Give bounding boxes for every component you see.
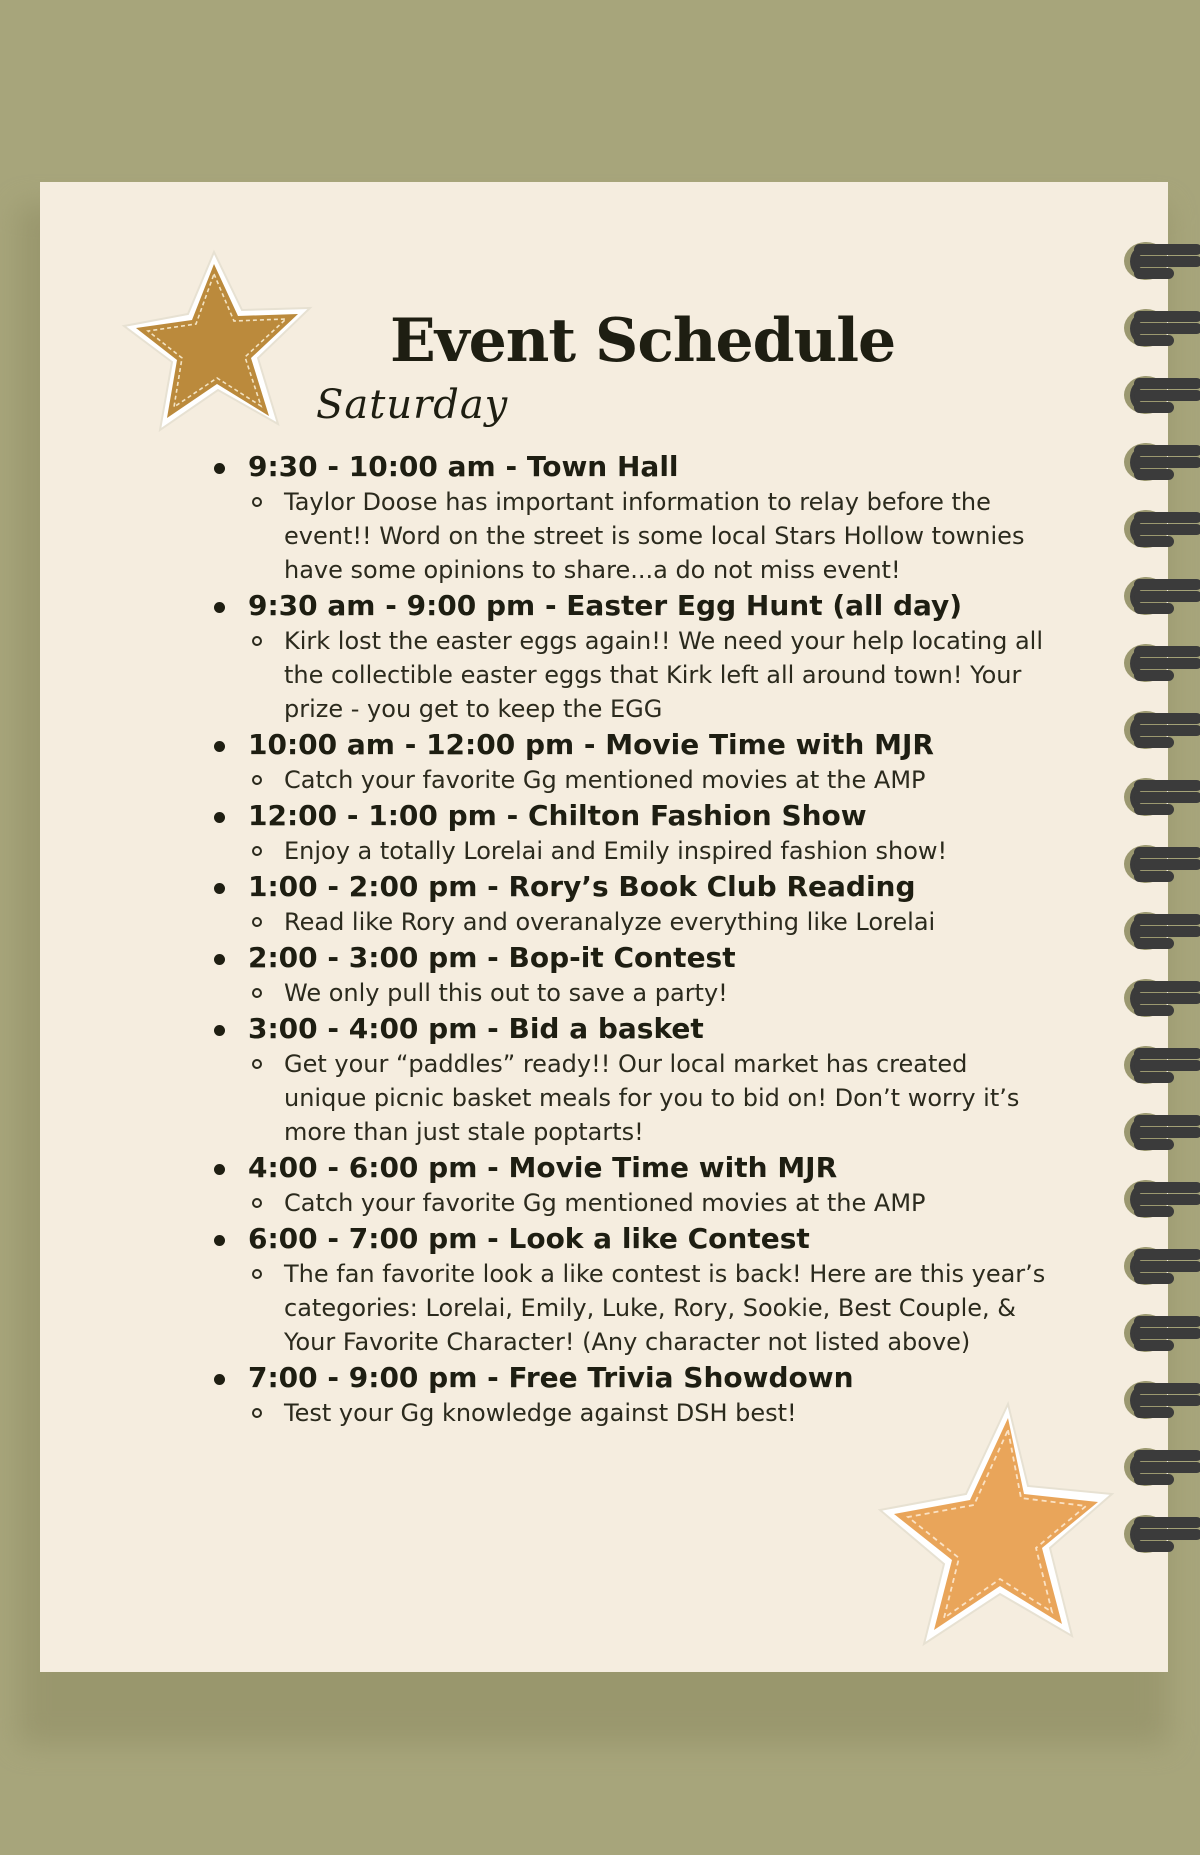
event-item: [210, 587, 1050, 726]
coil-wire: [1134, 536, 1174, 547]
event-title: 12:00 - 1:00 pm - Chilton Fashion Show: [248, 799, 867, 832]
coil-wire: [1134, 268, 1174, 279]
coil-wire: [1134, 378, 1200, 389]
coil-wire: [1134, 871, 1174, 882]
coil-wire: [1134, 244, 1200, 255]
coil-wire: [1134, 914, 1200, 925]
spiral-coil: [1124, 573, 1200, 619]
coil-wire: [1134, 1072, 1174, 1083]
event-title: 9:30 - 10:00 am - Town Hall: [248, 450, 679, 483]
coil-wire: [1134, 457, 1200, 468]
spiral-coil: [1124, 975, 1200, 1021]
coil-wire: [1134, 311, 1200, 322]
star-sticker-bottom-body: [894, 1418, 1098, 1630]
event-item: [210, 448, 1050, 587]
coil-wire: [1134, 402, 1174, 413]
coil-wire: [1134, 1261, 1200, 1272]
coil-wire: [1134, 1383, 1200, 1394]
event-description: Kirk lost the easter eggs again!! We need your help locating all the collectible easter eggs that Kirk left all around town! Your prize - you get to keep the EGG: [248, 624, 1050, 726]
coil-wire: [1134, 1182, 1200, 1193]
event-description: Taylor Doose has important information to relay before the event!! Word on the street is some local Stars Hollow townies have some opinions to share...a do not miss event!: [248, 485, 1050, 587]
coil-wire: [1134, 713, 1200, 724]
coil-wire: [1134, 1474, 1174, 1485]
coil-wire: [1134, 256, 1200, 267]
coil-wire: [1134, 1005, 1174, 1016]
coil-wire: [1134, 1249, 1200, 1260]
event-item: [210, 797, 1050, 868]
star-sticker-bottom: [872, 1398, 1120, 1656]
spiral-coil: [1124, 238, 1200, 284]
coil-wire: [1134, 993, 1200, 1004]
event-description: Enjoy a totally Lorelai and Emily inspired fashion show!: [248, 834, 1050, 868]
event-title: 3:00 - 4:00 pm - Bid a basket: [248, 1012, 704, 1045]
coil-wire: [1134, 792, 1200, 803]
spiral-coil: [1124, 1377, 1200, 1423]
event-title: 1:00 - 2:00 pm - Rory’s Book Club Reading: [248, 870, 916, 903]
coil-wire: [1134, 981, 1200, 992]
event-item: [210, 868, 1050, 939]
coil-wire: [1134, 1115, 1200, 1126]
spiral-coil: [1124, 1444, 1200, 1490]
event-item: [210, 1220, 1050, 1359]
spiral-coil: [1124, 707, 1200, 753]
event-description: Read like Rory and overanalyze everything like Lorelai: [248, 905, 1050, 939]
coil-wire: [1134, 1328, 1200, 1339]
coil-wire: [1134, 737, 1174, 748]
coil-wire: [1134, 445, 1200, 456]
coil-wire: [1134, 603, 1174, 614]
spiral-coil: [1124, 372, 1200, 418]
spiral-coil: [1124, 640, 1200, 686]
event-description: We only pull this out to save a party!: [248, 976, 1050, 1010]
spiral-coil: [1124, 1176, 1200, 1222]
spiral-binding: [1124, 238, 1200, 1638]
event-title: 9:30 am - 9:00 pm - Easter Egg Hunt (all day): [248, 589, 963, 622]
coil-wire: [1134, 646, 1200, 657]
spiral-coil: [1124, 305, 1200, 351]
event-item: [210, 939, 1050, 1010]
spiral-coil: [1124, 841, 1200, 887]
event-description: Catch your favorite Gg mentioned movies at the AMP: [248, 763, 1050, 797]
coil-wire: [1134, 390, 1200, 401]
star-sticker-top: [118, 244, 318, 440]
coil-wire: [1134, 1340, 1174, 1351]
spiral-coil: [1124, 774, 1200, 820]
coil-wire: [1134, 1517, 1200, 1528]
event-title: 4:00 - 6:00 pm - Movie Time with MJR: [248, 1151, 838, 1184]
coil-wire: [1134, 1450, 1200, 1461]
coil-wire: [1134, 670, 1174, 681]
coil-wire: [1134, 1407, 1174, 1418]
page-title: Event Schedule: [390, 306, 896, 376]
coil-wire: [1134, 938, 1174, 949]
coil-wire: [1134, 1127, 1200, 1138]
coil-wire: [1134, 1462, 1200, 1473]
spiral-coil: [1124, 439, 1200, 485]
coil-wire: [1134, 1395, 1200, 1406]
coil-wire: [1134, 725, 1200, 736]
coil-wire: [1134, 469, 1174, 480]
event-title: 2:00 - 3:00 pm - Bop-it Contest: [248, 941, 736, 974]
spiral-coil: [1124, 1109, 1200, 1155]
coil-wire: [1134, 524, 1200, 535]
spiral-coil: [1124, 1310, 1200, 1356]
coil-wire: [1134, 1273, 1174, 1284]
coil-wire: [1134, 1316, 1200, 1327]
spiral-coil: [1124, 1511, 1200, 1557]
event-schedule-list: [210, 448, 1050, 1430]
event-description: Test your Gg knowledge against DSH best!: [248, 1396, 1050, 1430]
coil-wire: [1134, 780, 1200, 791]
event-title: 7:00 - 9:00 pm - Free Trivia Showdown: [248, 1361, 854, 1394]
event-title: 10:00 am - 12:00 pm - Movie Time with MJR: [248, 728, 934, 761]
coil-wire: [1134, 1541, 1174, 1552]
event-item: [210, 726, 1050, 797]
coil-wire: [1134, 1529, 1200, 1540]
coil-wire: [1134, 1206, 1174, 1217]
event-item: [210, 1010, 1050, 1149]
coil-wire: [1134, 658, 1200, 669]
event-description: Get your “paddles” ready!! Our local market has created unique picnic basket meals for you to bid on! Don’t worry it’s more than just stale poptarts!: [248, 1047, 1050, 1149]
event-item: [210, 1149, 1050, 1220]
spiral-coil: [1124, 908, 1200, 954]
coil-wire: [1134, 512, 1200, 523]
spiral-coil: [1124, 506, 1200, 552]
coil-wire: [1134, 579, 1200, 590]
coil-wire: [1134, 335, 1174, 346]
coil-wire: [1134, 323, 1200, 334]
day-heading: Saturday: [316, 382, 509, 428]
coil-wire: [1134, 1139, 1174, 1150]
event-title: 6:00 - 7:00 pm - Look a like Contest: [248, 1222, 810, 1255]
coil-wire: [1134, 1194, 1200, 1205]
spiral-coil: [1124, 1042, 1200, 1088]
event-description: The fan favorite look a like contest is back! Here are this year’s categories: Lorelai, Emily, Luke, Rory, Sookie, Best Couple, & Your Favorite Character! (Any character not listed above): [248, 1257, 1050, 1359]
coil-wire: [1134, 591, 1200, 602]
coil-wire: [1134, 926, 1200, 937]
coil-wire: [1134, 804, 1174, 815]
event-description: Catch your favorite Gg mentioned movies at the AMP: [248, 1186, 1050, 1220]
coil-wire: [1134, 1060, 1200, 1071]
coil-wire: [1134, 1048, 1200, 1059]
spiral-coil: [1124, 1243, 1200, 1289]
coil-wire: [1134, 859, 1200, 870]
coil-wire: [1134, 847, 1200, 858]
